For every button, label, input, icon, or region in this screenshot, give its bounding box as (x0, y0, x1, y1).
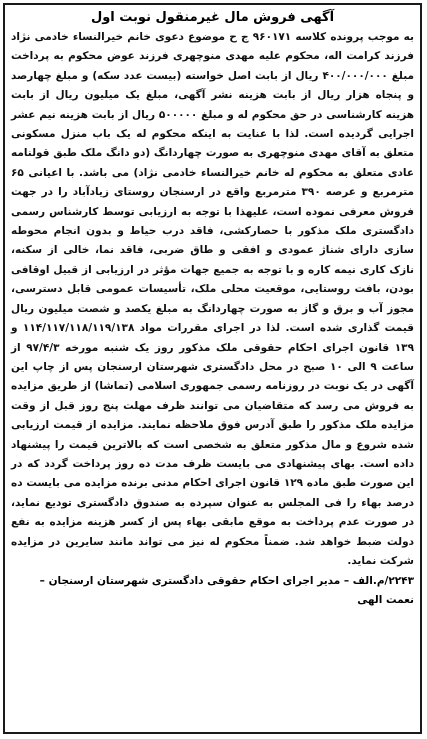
notice-body: به موجب پرونده کلاسه ۹۶۰۱۷۱ ج ح موضوع دعوی خانم خیرالنساء خادمی نژاد فرزند کرامت اله، محکوم علیه مهدی منوچهری فرزند عوض محکوم به پرداخت مبلغ ۴۰۰/۰۰۰/۰۰۰ ریال از بابت اصل خواسته (بیست عدد سکه) و مبلغ چهارصد و پنجاه هزار ریال از بابت هزینه نشر آگهی، مبلغ یک میلیون ریال از بابت هزینه کارشناسی در حق محکوم له و مبلغ ۵۰۰۰۰۰ ریال از بابت هزینه نیم عشر اجرایی گردیده است. لذا با عنایت به اینکه محکوم له یک باب منزل مسکونی متعلق به آقای مهدی منوچهری به صورت چهاردانگ (دو دانگ ملک طبق قولنامه عادی متعلق به محکوم له خانم خیرالنساء خادمی نژاد) می باشد. با اعیانی ۶۵ مترمربع و عرصه ۳۹۰ مترمربع واقع در ارسنجان روستای زیادآباد را در جهت فروش معرفی نموده است، علیهذا با توجه به ارزیابی توسط کارشناس رسمی دادگستری ملک مذکور با حصارکشی، فاقد درب حیاط و بدون انجام محوطه سازی دارای شناژ عمودی و افقی و طاق ضربی، فاقد نما، خالی از سکنه، نازک کاری نیمه کاره و با توجه به جمیع جهات مؤثر در ارزیابی از قبیل اوقافی بودن، بافت روستایی، موقعیت محلی ملک، تأسیسات عمومی قابل دسترسی، مجوز آب و برق و گاز به صورت چهاردانگ به مبلغ یکصد و شصت میلیون ریال قیمت گذاری شده است. لذا در اجرای مقررات مواد ۱۱۴/۱۱۷/۱۱۸/۱۱۹/۱۳۸ و ۱۳۹ قانون اجرای احکام حقوقی ملک مذکور روز یک شنبه مورخه ۹۷/۴/۳ از ساعت ۹ الی ۱۰ صبح در محل دادگستری شهرستان ارسنجان پس از چاپ این آگهی در یک نوبت در روزنامه رسمی جمهوری اسلامی (تماشا) از طریق مزایده به فروش می رسد که متقاضیان می توانند ظرف مهلت پنج روز قبل از وقت مزایده ملک مذکور را طبق آدرس فوق ملاحظه نمایند. مزایده از قیمت ارزیابی شده شروع و مال مذکور متعلق به شخصی است که بالاترین قیمت را پیشنهاد داده است. بهای پیشنهادی می بایست ظرف مدت ده روز پرداخت گردد که در این صورت طبق ماده ۱۲۹ قانون اجرای احکام مدنی برنده مزایده می بایست ده درصد بهاء را فی المجلس به عنوان سپرده به صندوق دادگستری تودیع نماید، در صورت عدم پرداخت به موقع مابقی بهاء پس از کسر هزینه مزایده به نفع دولت ضبط خواهد شد. ضمناً محکوم له نیز می تواند مانند سایرین در مزایده شرکت نماید. (11, 31, 415, 567)
legal-notice (3, 3, 422, 734)
notice-footer: ۲۲۴۳/م.الف – مدیر اجرای احکام حقوقی دادگستری شهرستان ارسنجان – نعمت الهی (39, 575, 414, 607)
notice-title: آگهی فروش مال غیرمنقول نوبت اول (90, 10, 335, 25)
